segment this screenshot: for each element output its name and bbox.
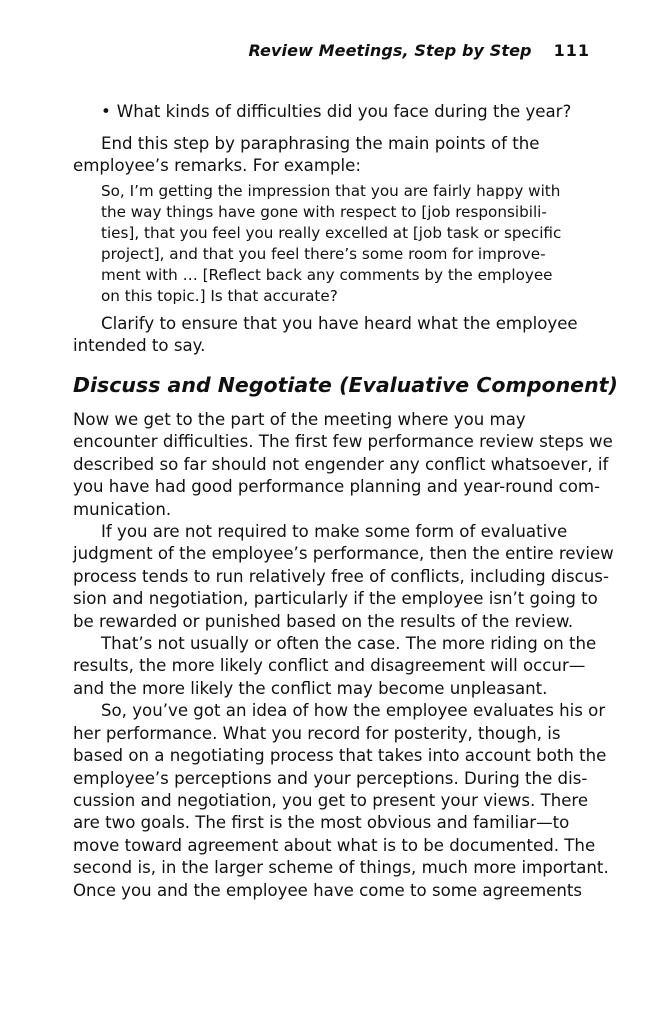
text-line: sion and negotiation, particularly if the employee isn’t going to (73, 589, 598, 609)
text-line: her performance. What you record for posterity, though, is (73, 723, 561, 743)
text-line: End this step by paraphrasing the main points of the (101, 134, 540, 153)
text-line: employee’s perceptions and your perceptions. During the dis- (73, 768, 588, 788)
bullet-item (101, 101, 571, 123)
text-line: be rewarded or punished based on the results of the review. (73, 611, 574, 631)
text-line: munication. (73, 499, 172, 519)
extract-line: So, I’m getting the impression that you are fairly happy with (101, 182, 561, 200)
section-heading: Discuss and Negotiate (Evaluative Component) (73, 373, 618, 397)
extract-line: on this topic.] Is that accurate? (101, 287, 338, 305)
text-line: second is, in the larger scheme of things, much more important. (73, 858, 609, 878)
running-head (248, 41, 590, 60)
text-line: intended to say. (73, 336, 206, 356)
text-line: you have had good performance planning and year-round com- (73, 477, 601, 497)
text-line: If you are not required to make some form of evaluative (101, 522, 568, 542)
text-line: process tends to run relatively free of conflicts, including discus- (73, 566, 609, 586)
text-line: judgment of the employee’s performance, then the entire review (73, 544, 614, 564)
example-extract (101, 181, 563, 307)
text-line: employee’s remarks. For example: (73, 156, 361, 176)
bullet-text: What kinds of difficulties did you face during the year? (116, 102, 572, 121)
text-line: are two goals. The first is the most obvious and familiar—to (73, 813, 570, 833)
text-line: That’s not usually or often the case. The more riding on the (101, 634, 597, 654)
page-number: 111 (553, 41, 590, 60)
extract-line: the way things have gone with respect to [job responsibili- (101, 203, 547, 221)
text-line: So, you’ve got an idea of how the employee evaluates his or (101, 701, 606, 721)
bullet-icon: • (101, 102, 111, 121)
text-line: Once you and the employee have come to some agreements (73, 880, 583, 900)
text-line: results, the more likely conflict and disagreement will occur— (73, 656, 586, 676)
paragraph-paraphrase (73, 133, 591, 178)
text-line: and the more likely the conflict may become unpleasant. (73, 678, 548, 698)
running-title: Review Meetings, Step by Step (248, 41, 532, 60)
paragraph-clarify (73, 313, 591, 358)
body-text (73, 409, 614, 902)
text-line: Clarify to ensure that you have heard what the employee (101, 314, 578, 333)
text-line: move toward agreement about what is to be documented. The (73, 835, 596, 855)
extract-line: project], and that you feel there’s some room for improve- (101, 245, 546, 263)
text-line: Now we get to the part of the meeting where you may (73, 410, 526, 429)
text-line: cussion and negotiation, you get to present your views. There (73, 790, 589, 810)
text-line: encounter difficulties. The first few performance review steps we (73, 432, 613, 452)
text-line: described so far should not engender any conflict whatsoever, if (73, 454, 609, 474)
text-line: based on a negotiating process that takes into account both the (73, 746, 607, 766)
extract-line: ment with … [Reflect back any comments by the employee (101, 266, 553, 284)
extract-line: ties], that you feel you really excelled at [job task or specific (101, 224, 562, 242)
